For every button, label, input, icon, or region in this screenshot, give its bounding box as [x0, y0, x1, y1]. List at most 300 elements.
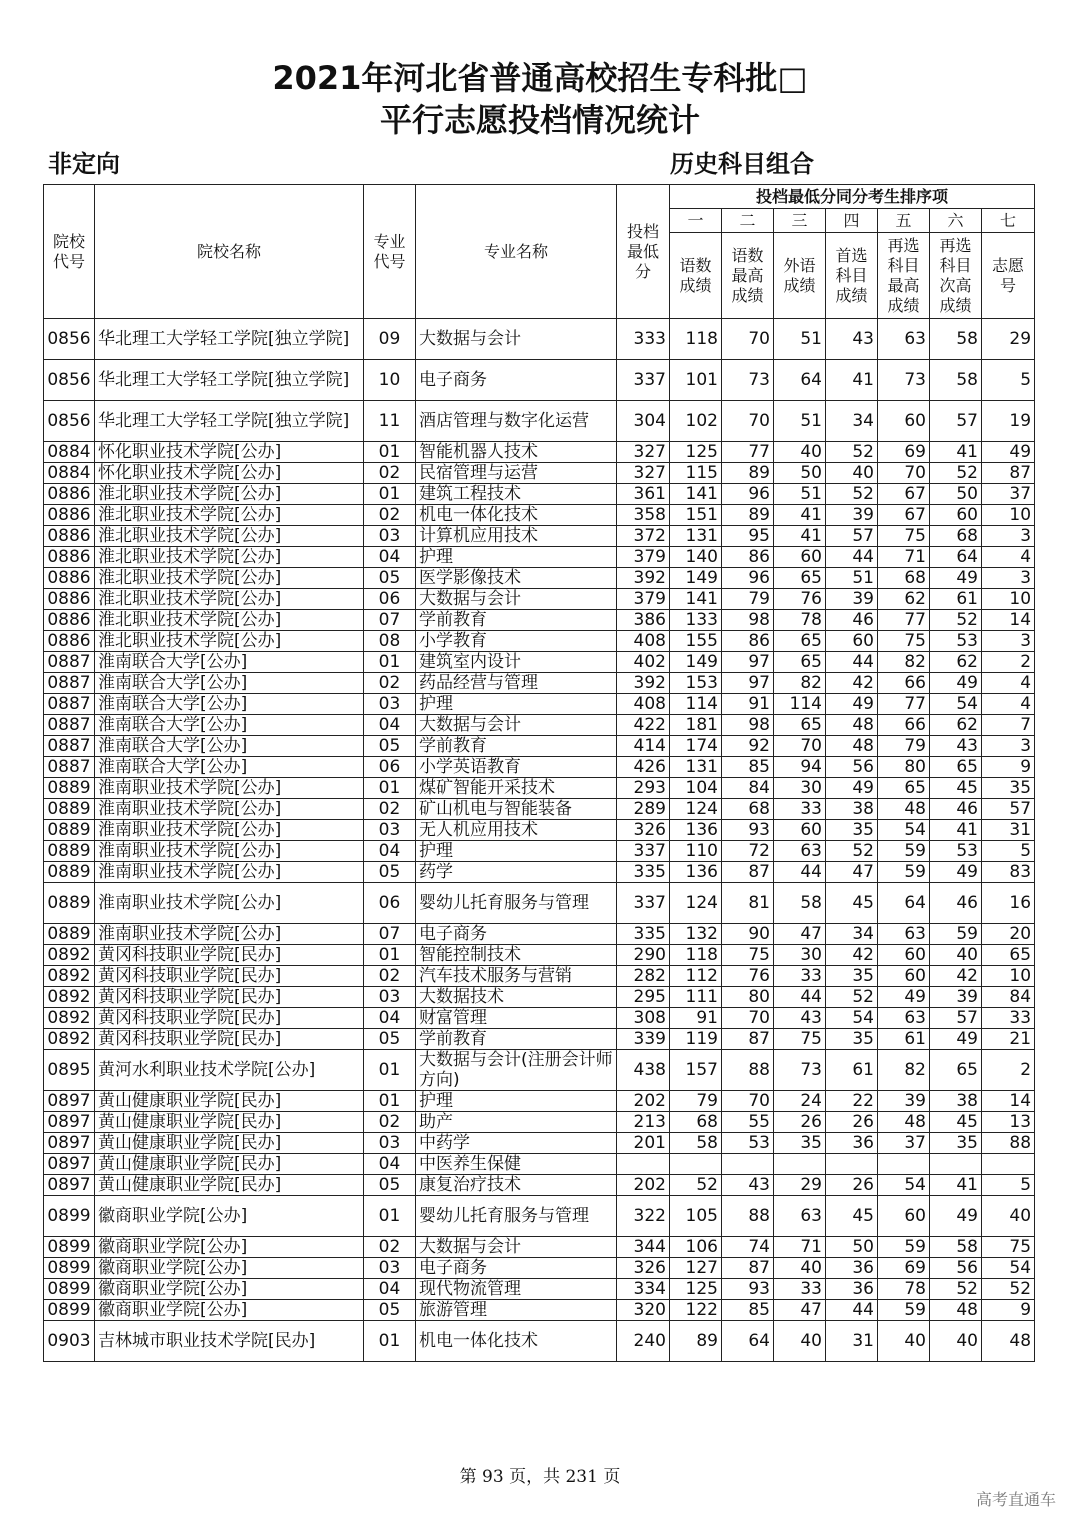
cell-score-4: 22: [826, 1091, 878, 1112]
cell-score-5: 59: [878, 1300, 930, 1321]
table-row: [44, 1258, 1035, 1279]
cell-min-score: 295: [617, 987, 670, 1008]
cell-school-name: 黄山健康职业学院[民办]: [95, 1091, 364, 1112]
cell-score-3: 65: [774, 715, 826, 736]
cell-score-1: 105: [670, 1196, 722, 1237]
cell-major-code: 03: [364, 526, 416, 547]
cell-major-code: 02: [364, 966, 416, 987]
table-row: [44, 924, 1035, 945]
cell-score-3: 40: [774, 442, 826, 463]
cell-score-1: 131: [670, 757, 722, 778]
cell-score-6: 49: [930, 673, 982, 694]
cell-school-code: 0887: [44, 736, 95, 757]
cell-score-6: 49: [930, 862, 982, 883]
cell-score-4: 38: [826, 799, 878, 820]
cell-score-3: 29: [774, 1175, 826, 1196]
cell-score-3: 30: [774, 945, 826, 966]
cell-score-7: 3: [982, 568, 1035, 589]
cell-school-name: 淮南职业技术学院[公办]: [95, 841, 364, 862]
cell-school-code: 0889: [44, 778, 95, 799]
cell-major-code: 05: [364, 736, 416, 757]
cell-school-name: 淮北职业技术学院[公办]: [95, 631, 364, 652]
cell-major-code: 01: [364, 945, 416, 966]
cell-major-name: 机电一体化技术: [416, 1321, 617, 1362]
cell-score-1: 149: [670, 568, 722, 589]
cell-score-3: 65: [774, 652, 826, 673]
cell-school-code: 0897: [44, 1154, 95, 1175]
cell-score-2: [722, 1154, 774, 1175]
cell-min-score: 344: [617, 1237, 670, 1258]
cell-score-6: 45: [930, 778, 982, 799]
cell-score-3: 50: [774, 463, 826, 484]
cell-score-3: 82: [774, 673, 826, 694]
cell-major-name: 智能控制技术: [416, 945, 617, 966]
cell-score-2: 87: [722, 1029, 774, 1050]
cell-score-6: 60: [930, 505, 982, 526]
cell-major-name: 民宿管理与运营: [416, 463, 617, 484]
cell-school-name: 怀化职业技术学院[公办]: [95, 463, 364, 484]
cell-major-code: 01: [364, 1196, 416, 1237]
cell-score-3: 63: [774, 1196, 826, 1237]
cell-min-score: 408: [617, 631, 670, 652]
cell-score-1: 111: [670, 987, 722, 1008]
cell-major-name: 大数据与会计: [416, 319, 617, 360]
cell-major-name: 助产: [416, 1112, 617, 1133]
cell-score-5: 62: [878, 589, 930, 610]
cell-school-code: 0887: [44, 694, 95, 715]
cell-major-name: 大数据与会计: [416, 715, 617, 736]
table-row: [44, 463, 1035, 484]
cell-school-name: 黄河水利职业技术学院[公办]: [95, 1050, 364, 1091]
cell-major-name: 护理: [416, 841, 617, 862]
cell-school-name: 淮南联合大学[公办]: [95, 673, 364, 694]
cell-score-1: 119: [670, 1029, 722, 1050]
cell-min-score: 392: [617, 673, 670, 694]
cell-min-score: 327: [617, 442, 670, 463]
cell-score-3: 94: [774, 757, 826, 778]
cell-major-code: 01: [364, 484, 416, 505]
table-row: [44, 1279, 1035, 1300]
cell-score-2: 97: [722, 673, 774, 694]
cell-score-5: 49: [878, 987, 930, 1008]
cell-school-code: 0856: [44, 360, 95, 401]
table-row: [44, 945, 1035, 966]
table-row: [44, 1175, 1035, 1196]
cell-score-4: 42: [826, 673, 878, 694]
cell-score-3: 30: [774, 778, 826, 799]
cell-score-2: 70: [722, 1091, 774, 1112]
cell-major-name: 护理: [416, 547, 617, 568]
cell-score-1: 91: [670, 1008, 722, 1029]
cell-score-2: 76: [722, 966, 774, 987]
cell-score-5: 54: [878, 820, 930, 841]
cell-score-4: 35: [826, 820, 878, 841]
cell-score-1: 136: [670, 862, 722, 883]
table-row: [44, 987, 1035, 1008]
cell-school-name: 怀化职业技术学院[公办]: [95, 442, 364, 463]
cell-score-7: 13: [982, 1112, 1035, 1133]
header-num-7: 七: [982, 209, 1035, 233]
cell-min-score: 379: [617, 589, 670, 610]
cell-school-name: 徽商职业学院[公办]: [95, 1279, 364, 1300]
cell-score-5: 37: [878, 1133, 930, 1154]
table-row: [44, 401, 1035, 442]
cell-score-3: 47: [774, 924, 826, 945]
cell-min-score: 326: [617, 820, 670, 841]
cell-score-3: 65: [774, 631, 826, 652]
header-num-3: 三: [774, 209, 826, 233]
cell-score-6: 62: [930, 715, 982, 736]
cell-score-7: 3: [982, 736, 1035, 757]
cell-min-score: 358: [617, 505, 670, 526]
cell-major-code: 04: [364, 1008, 416, 1029]
cell-score-5: 63: [878, 319, 930, 360]
cell-school-name: 淮南联合大学[公办]: [95, 757, 364, 778]
cell-min-score: 326: [617, 1258, 670, 1279]
cell-school-name: 徽商职业学院[公办]: [95, 1196, 364, 1237]
cell-score-4: 26: [826, 1175, 878, 1196]
cell-major-name: 机电一体化技术: [416, 505, 617, 526]
table-row: [44, 1091, 1035, 1112]
cell-major-code: 02: [364, 799, 416, 820]
cell-score-5: 75: [878, 526, 930, 547]
cell-major-name: 学前教育: [416, 1029, 617, 1050]
cell-school-name: 吉林城市职业技术学院[民办]: [95, 1321, 364, 1362]
cell-score-5: 59: [878, 862, 930, 883]
cell-score-5: 67: [878, 484, 930, 505]
cell-score-5: 70: [878, 463, 930, 484]
cell-score-2: 80: [722, 987, 774, 1008]
cell-score-3: 64: [774, 360, 826, 401]
cell-min-score: 379: [617, 547, 670, 568]
cell-score-6: 62: [930, 652, 982, 673]
cell-score-7: 83: [982, 862, 1035, 883]
cell-school-name: 黄冈科技职业学院[民办]: [95, 1008, 364, 1029]
cell-major-name: 无人机应用技术: [416, 820, 617, 841]
cell-min-score: 282: [617, 966, 670, 987]
table-row: [44, 778, 1035, 799]
cell-score-2: 64: [722, 1321, 774, 1362]
cell-score-3: 78: [774, 610, 826, 631]
cell-score-6: 43: [930, 736, 982, 757]
cell-min-score: 290: [617, 945, 670, 966]
cell-school-name: 黄山健康职业学院[民办]: [95, 1112, 364, 1133]
cell-score-2: 81: [722, 883, 774, 924]
cell-score-4: 45: [826, 883, 878, 924]
cell-score-2: 87: [722, 862, 774, 883]
cell-score-4: 36: [826, 1279, 878, 1300]
header-num-2: 二: [722, 209, 774, 233]
cell-school-name: 徽商职业学院[公办]: [95, 1258, 364, 1279]
cell-score-1: 174: [670, 736, 722, 757]
cell-min-score: 426: [617, 757, 670, 778]
cell-major-code: 01: [364, 1091, 416, 1112]
cell-score-3: 35: [774, 1133, 826, 1154]
cell-min-score: 335: [617, 862, 670, 883]
cell-major-name: 旅游管理: [416, 1300, 617, 1321]
cell-school-name: 淮南职业技术学院[公办]: [95, 820, 364, 841]
cell-score-7: 29: [982, 319, 1035, 360]
cell-score-7: 48: [982, 1321, 1035, 1362]
cell-score-1: 110: [670, 841, 722, 862]
cell-score-6: 40: [930, 1321, 982, 1362]
header-num-5: 五: [878, 209, 930, 233]
table-row: [44, 547, 1035, 568]
cell-school-code: 0892: [44, 1029, 95, 1050]
cell-score-6: 61: [930, 589, 982, 610]
cell-min-score: 304: [617, 401, 670, 442]
cell-major-name: 大数据与会计(注册会计师方向): [416, 1050, 617, 1091]
cell-score-3: 26: [774, 1112, 826, 1133]
cell-score-4: 47: [826, 862, 878, 883]
cell-score-1: 68: [670, 1112, 722, 1133]
cell-score-7: 5: [982, 1175, 1035, 1196]
cell-school-code: 0884: [44, 463, 95, 484]
cell-school-code: 0886: [44, 568, 95, 589]
table-row: [44, 505, 1035, 526]
cell-score-2: 43: [722, 1175, 774, 1196]
header-major-code: 专业代号: [364, 185, 416, 319]
cell-school-name: 淮北职业技术学院[公办]: [95, 526, 364, 547]
cell-score-5: 48: [878, 1112, 930, 1133]
cell-score-3: [774, 1154, 826, 1175]
cell-score-4: 48: [826, 715, 878, 736]
cell-min-score: 337: [617, 360, 670, 401]
cell-score-4: 36: [826, 1133, 878, 1154]
cell-school-code: 0889: [44, 841, 95, 862]
cell-school-name: 华北理工大学轻工学院[独立学院]: [95, 319, 364, 360]
cell-score-3: 40: [774, 1321, 826, 1362]
cell-score-6: 42: [930, 966, 982, 987]
cell-score-5: 59: [878, 1237, 930, 1258]
table-row: [44, 820, 1035, 841]
cell-score-3: 51: [774, 401, 826, 442]
cell-score-6: 58: [930, 1237, 982, 1258]
cell-score-5: 82: [878, 1050, 930, 1091]
cell-score-4: 31: [826, 1321, 878, 1362]
cell-min-score: 337: [617, 841, 670, 862]
cell-score-5: 66: [878, 715, 930, 736]
cell-score-5: 82: [878, 652, 930, 673]
page-title-line2: 平行志愿投档情况统计: [379, 101, 700, 139]
cell-score-5: 60: [878, 945, 930, 966]
cell-score-2: 75: [722, 945, 774, 966]
cell-major-name: 矿山机电与智能装备: [416, 799, 617, 820]
cell-school-code: 0856: [44, 319, 95, 360]
cell-min-score: 334: [617, 1279, 670, 1300]
cell-score-1: 101: [670, 360, 722, 401]
cell-score-4: 57: [826, 526, 878, 547]
cell-score-6: 52: [930, 1279, 982, 1300]
cell-min-score: [617, 1154, 670, 1175]
cell-school-code: 0886: [44, 610, 95, 631]
table-row: [44, 1008, 1035, 1029]
cell-school-name: 黄山健康职业学院[民办]: [95, 1154, 364, 1175]
table-row: [44, 1300, 1035, 1321]
cell-major-code: 03: [364, 1258, 416, 1279]
cell-school-code: 0886: [44, 631, 95, 652]
cell-school-code: 0892: [44, 966, 95, 987]
cell-score-6: 52: [930, 463, 982, 484]
cell-score-7: 16: [982, 883, 1035, 924]
cell-school-code: 0892: [44, 1008, 95, 1029]
cell-major-code: 04: [364, 841, 416, 862]
cell-min-score: 386: [617, 610, 670, 631]
cell-school-name: 淮北职业技术学院[公办]: [95, 589, 364, 610]
cell-score-1: 118: [670, 945, 722, 966]
cell-major-code: 01: [364, 1050, 416, 1091]
cell-score-1: 153: [670, 673, 722, 694]
cell-school-name: 淮北职业技术学院[公办]: [95, 610, 364, 631]
cell-score-7: 10: [982, 589, 1035, 610]
cell-major-name: 大数据与会计: [416, 1237, 617, 1258]
cell-score-6: 59: [930, 924, 982, 945]
cell-major-code: 02: [364, 463, 416, 484]
cell-score-5: 77: [878, 610, 930, 631]
cell-major-code: 02: [364, 1112, 416, 1133]
header-num-6: 六: [930, 209, 982, 233]
cell-score-1: 141: [670, 589, 722, 610]
cell-score-5: 39: [878, 1091, 930, 1112]
cell-score-6: 64: [930, 547, 982, 568]
table-row: [44, 1196, 1035, 1237]
cell-school-code: 0889: [44, 883, 95, 924]
cell-score-1: 151: [670, 505, 722, 526]
cell-min-score: 202: [617, 1175, 670, 1196]
cell-score-2: 92: [722, 736, 774, 757]
cell-school-code: 0899: [44, 1237, 95, 1258]
cell-school-name: 黄冈科技职业学院[民办]: [95, 1029, 364, 1050]
cell-major-name: 电子商务: [416, 1258, 617, 1279]
cell-score-7: 2: [982, 652, 1035, 673]
table-row: [44, 883, 1035, 924]
cell-score-4: 42: [826, 945, 878, 966]
cell-score-5: 68: [878, 568, 930, 589]
cell-score-3: 41: [774, 526, 826, 547]
cell-major-name: 建筑室内设计: [416, 652, 617, 673]
cell-major-name: 酒店管理与数字化运营: [416, 401, 617, 442]
cell-score-4: 50: [826, 1237, 878, 1258]
cell-score-2: 79: [722, 589, 774, 610]
cell-major-code: 05: [364, 862, 416, 883]
cell-score-7: 54: [982, 1258, 1035, 1279]
header-sub-1: 语数成绩: [670, 233, 722, 319]
cell-major-name: 智能机器人技术: [416, 442, 617, 463]
cell-major-name: 小学英语教育: [416, 757, 617, 778]
header-num-4: 四: [826, 209, 878, 233]
cell-score-4: 44: [826, 547, 878, 568]
cell-score-6: 39: [930, 987, 982, 1008]
cell-score-7: 49: [982, 442, 1035, 463]
table-row: [44, 862, 1035, 883]
cell-score-7: 87: [982, 463, 1035, 484]
table-row: [44, 715, 1035, 736]
cell-min-score: 327: [617, 463, 670, 484]
cell-school-code: 0887: [44, 652, 95, 673]
table-row: [44, 631, 1035, 652]
cell-score-5: 67: [878, 505, 930, 526]
cell-score-1: 102: [670, 401, 722, 442]
cell-major-name: 学前教育: [416, 610, 617, 631]
cell-school-name: 淮北职业技术学院[公办]: [95, 505, 364, 526]
cell-score-5: 64: [878, 883, 930, 924]
cell-score-3: 40: [774, 1258, 826, 1279]
cell-min-score: 201: [617, 1133, 670, 1154]
cell-school-code: 0886: [44, 547, 95, 568]
cell-major-name: 财富管理: [416, 1008, 617, 1029]
cell-score-7: [982, 1154, 1035, 1175]
subtitle-direction: 非定向: [48, 150, 120, 178]
cell-school-name: 淮南职业技术学院[公办]: [95, 924, 364, 945]
table-row: [44, 841, 1035, 862]
cell-score-7: 4: [982, 673, 1035, 694]
cell-score-2: 73: [722, 360, 774, 401]
cell-score-7: 3: [982, 526, 1035, 547]
cell-score-3: 60: [774, 820, 826, 841]
header-sub-4: 首选科目成绩: [826, 233, 878, 319]
cell-major-name: 计算机应用技术: [416, 526, 617, 547]
cell-major-name: 煤矿智能开采技术: [416, 778, 617, 799]
cell-score-5: 66: [878, 673, 930, 694]
cell-score-1: 104: [670, 778, 722, 799]
table-row: [44, 1029, 1035, 1050]
cell-score-5: 40: [878, 1321, 930, 1362]
cell-score-2: 70: [722, 1008, 774, 1029]
table-row: [44, 1112, 1035, 1133]
cell-min-score: 322: [617, 1196, 670, 1237]
cell-score-4: 34: [826, 924, 878, 945]
cell-major-code: 10: [364, 360, 416, 401]
cell-score-1: 89: [670, 1321, 722, 1362]
cell-min-score: 335: [617, 924, 670, 945]
cell-major-code: 05: [364, 1175, 416, 1196]
cell-score-7: 33: [982, 1008, 1035, 1029]
cell-score-4: 52: [826, 442, 878, 463]
cell-major-name: 医学影像技术: [416, 568, 617, 589]
cell-score-2: 90: [722, 924, 774, 945]
cell-score-6: 68: [930, 526, 982, 547]
cell-score-7: 10: [982, 966, 1035, 987]
cell-score-5: 59: [878, 841, 930, 862]
cell-score-6: 49: [930, 1029, 982, 1050]
table-header: [44, 185, 1035, 319]
cell-score-7: 5: [982, 841, 1035, 862]
cell-score-2: 84: [722, 778, 774, 799]
cell-score-1: 131: [670, 526, 722, 547]
page-title-line1: 2021年河北省普通高校招生专科批□: [272, 59, 808, 97]
cell-score-4: 34: [826, 401, 878, 442]
table-row: [44, 484, 1035, 505]
cell-score-6: 65: [930, 1050, 982, 1091]
cell-major-name: 小学教育: [416, 631, 617, 652]
cell-score-7: 88: [982, 1133, 1035, 1154]
cell-major-name: 婴幼儿托育服务与管理: [416, 883, 617, 924]
cell-score-1: 125: [670, 1279, 722, 1300]
cell-major-name: 建筑工程技术: [416, 484, 617, 505]
cell-score-1: 118: [670, 319, 722, 360]
cell-major-name: 婴幼儿托育服务与管理: [416, 1196, 617, 1237]
cell-major-name: 护理: [416, 1091, 617, 1112]
header-major-name: 专业名称: [416, 185, 617, 319]
cell-major-code: 04: [364, 1154, 416, 1175]
cell-score-6: 48: [930, 1300, 982, 1321]
cell-score-7: 9: [982, 757, 1035, 778]
cell-major-name: 电子商务: [416, 360, 617, 401]
cell-school-code: 0889: [44, 820, 95, 841]
cell-score-2: 89: [722, 505, 774, 526]
cell-min-score: 339: [617, 1029, 670, 1050]
cell-score-4: 36: [826, 1258, 878, 1279]
